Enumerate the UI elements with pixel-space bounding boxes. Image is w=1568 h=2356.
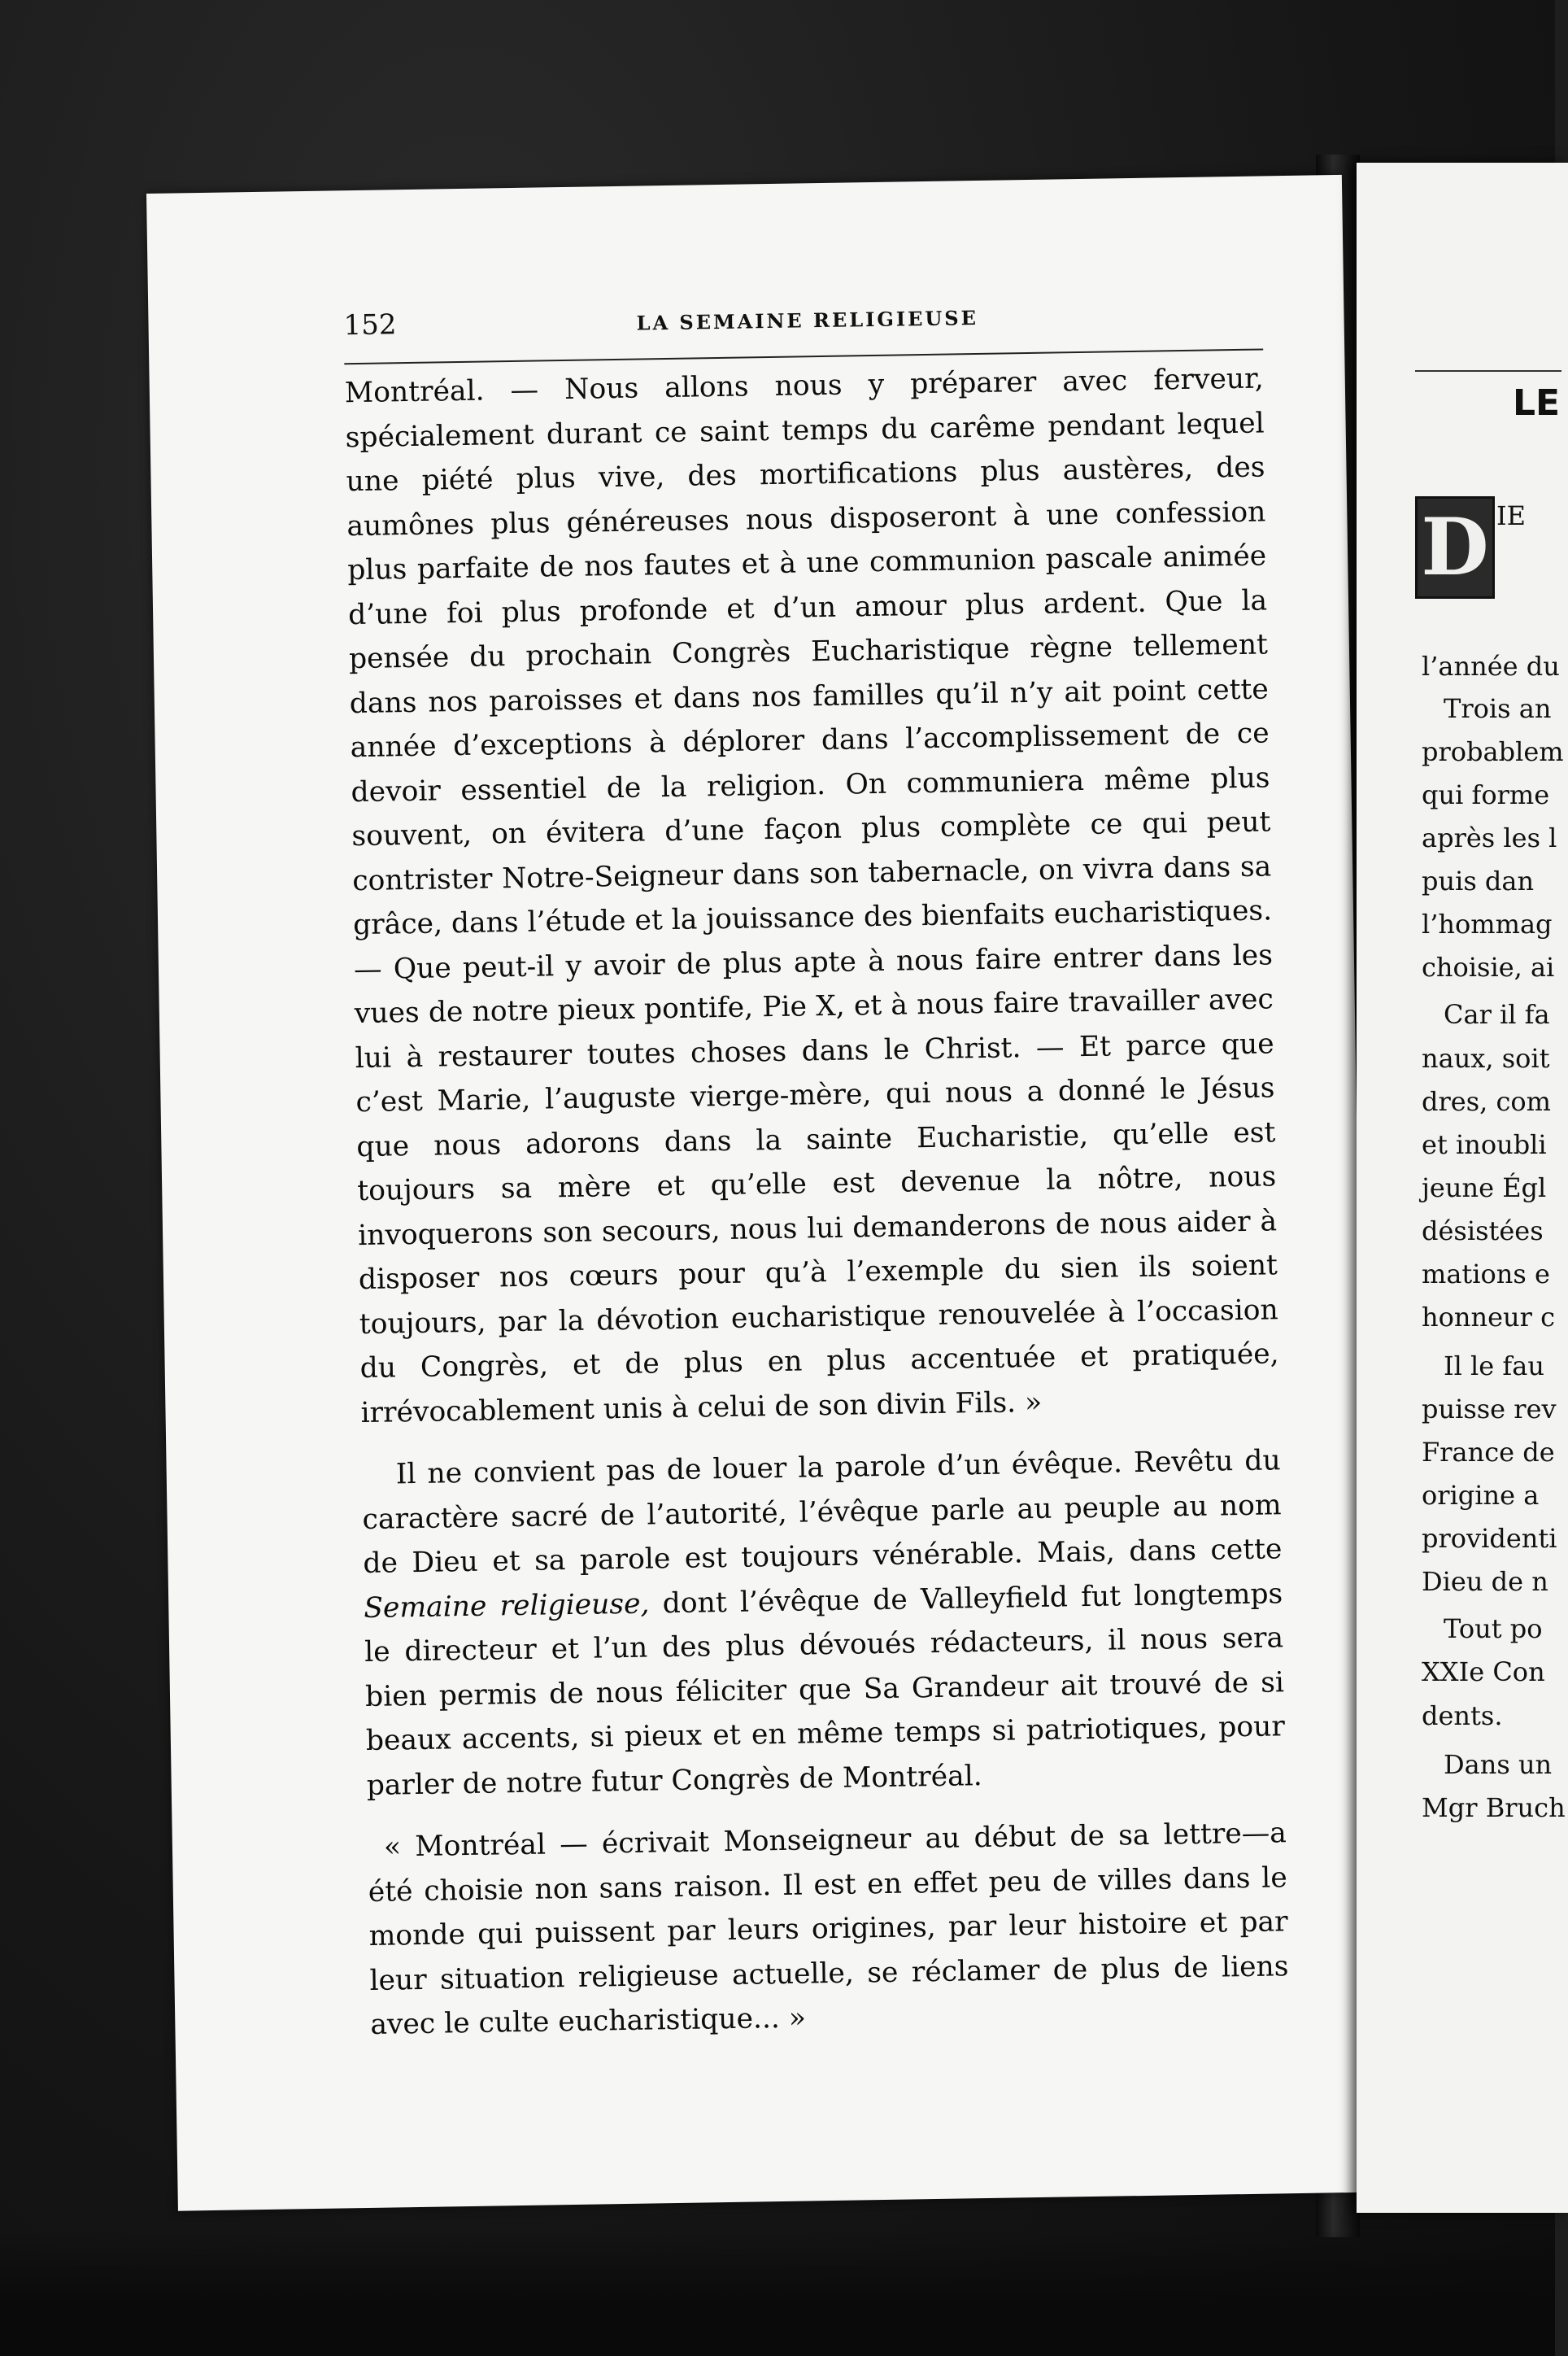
right-page-line: Trois an: [1444, 693, 1552, 724]
right-page-line: Dans un: [1444, 1749, 1553, 1780]
right-page-line: Car il fa: [1444, 999, 1550, 1030]
right-page-line: puisse rev: [1422, 1394, 1557, 1425]
right-page-line: origine a: [1422, 1480, 1540, 1511]
right-page-line: choisie, ai: [1422, 952, 1555, 983]
right-page-line: honneur c: [1422, 1302, 1556, 1333]
right-page-line: l’année du: [1422, 651, 1560, 682]
right-page-line: l’hommag: [1422, 909, 1553, 940]
right-page-line: IE: [1496, 500, 1526, 531]
bottom-shadow: [0, 2229, 1555, 2356]
right-page-line: providenti: [1422, 1523, 1557, 1554]
right-page-line: et inoubli: [1422, 1129, 1547, 1160]
right-page-line: probablem: [1422, 736, 1564, 767]
right-page-line: puis dan: [1422, 866, 1535, 897]
page-header: [343, 290, 1263, 353]
paragraph-1: Montréal. — Nous allons nous y préparer avec ferveur, spécialement durant ce saint temps du carême pendant lequel une piété plus vive, des mortifications plus austères, des aumônes plus généreuses nous disposeront à une confession plus parfaite de nos fautes et à une communion pascale animée d’une foi plus profonde et d’un amour plus ardent. Que la pensée du prochain Congrès Eucharistique règne tellement dans nos paroisses et dans nos familles qu’il n’y ait point cette année d’exceptions à déplorer dans l’accomplissement de ce devoir essentiel de la religion. On communiera même plus souvent, on évitera d’une façon plus complète ce qui peut contrister Notre-Seigneur dans son tabernacle, on vivra dans sa grâce, dans l’étude et la jouissance des bienfaits eucharistiques. — Que peut-il y avoir de plus apte à nous faire entrer dans les vues de notre pieux pontife, Pie X, et à nous faire travailler avec lui à restaurer toutes choses dans le Christ. — Et parce que c’est Marie, l’auguste vierge-mère, qui nous a donné le Jésus que nous adorons dans la sainte Eucharistie, qu’elle est toujours sa mère et qu’elle est devenue la nôtre, nous invoquerons son secours, nous lui demanderons de nous aider à disposer nos cœurs pour qu’à l’exemple du sien ils soient toujours, par la dévotion eucharistique renouvelée à l’occasion du Congrès, et de plus en plus accentuée et pratiquée, irrévocablement unis à celui de son divin Fils. »: [344, 362, 1279, 1429]
right-page-line: dres, com: [1422, 1086, 1552, 1117]
right-page-line: France de: [1422, 1437, 1555, 1468]
paragraph-2-after: dont l’évêque de Valleyfield fut longtemps le directeur et l’un des plus dévoués rédacteurs, il nous sera bien permis de nous féliciter que Sa Grandeur ait trouvé de si beaux accents, si pieux et en même temps si patriotiques, pour parler de notre futur Congrès de Montréal.: [364, 1577, 1286, 1802]
right-page-title: LE: [1513, 382, 1561, 424]
right-page-line: mations e: [1422, 1259, 1550, 1289]
body-text: [344, 356, 1289, 2047]
paragraph-3: « Montréal — écrivait Monseigneur au début de sa lettre—a été choisie non sans raison. Il est en effet peu de villes dans le monde qui puissent par leurs origines, par leur histoire et par leur situation religieuse actuelle, se réclamer de plus de liens avec le culte eucharistique... »: [368, 1817, 1289, 2041]
right-page-line: après les l: [1422, 822, 1557, 853]
right-page-line: Dieu de n: [1422, 1566, 1548, 1597]
right-page-rule: [1415, 370, 1561, 372]
right-page-line: qui forme: [1422, 779, 1550, 810]
right-page-line: désistées: [1422, 1215, 1544, 1246]
right-page-line: naux, soit: [1422, 1043, 1550, 1074]
paragraph-2-italic: Semaine religieuse,: [364, 1587, 650, 1625]
right-page-line: XXIe Con: [1422, 1656, 1545, 1687]
page-number: 152: [343, 308, 397, 342]
right-page-line: Tout po: [1444, 1613, 1543, 1644]
right-page-line: dents.: [1422, 1700, 1503, 1731]
running-title: LA SEMAINE RELIGIEUSE: [636, 305, 979, 335]
paragraph-2-before: Il ne convient pas de louer la parole d’un évêque. Revêtu du caractère sacré de l’autorité, l’évêque parle au peuple au nom de Dieu et sa parole est toujours vénérable. Mais, dans cette: [362, 1444, 1283, 1581]
dropcap-letter: D: [1415, 496, 1495, 599]
paragraph-2: [361, 1438, 1286, 1808]
right-page-line: Mgr Bruch: [1422, 1792, 1566, 1823]
left-page: [146, 175, 1374, 2211]
right-page-line: jeune Égl: [1422, 1172, 1547, 1203]
right-page-line: Il le fau: [1444, 1350, 1544, 1381]
